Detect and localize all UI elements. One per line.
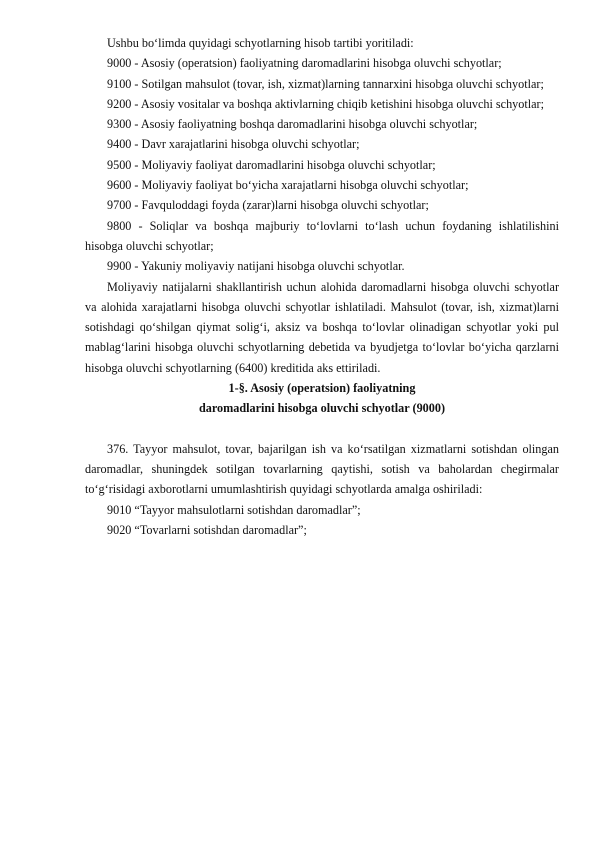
sub-account-9010: 9010 “Tayyor mahsulotlarni sotishdan daromadlar”;: [107, 502, 361, 517]
intro-paragraph: Ushbu bo‘limda quyidagi schyotlarning hisob tartibi yoritiladi:: [107, 36, 414, 50]
blank-line: [85, 419, 559, 439]
sub-account-9020: 9020 “Tovarlarni sotishdan daromadlar”;: [107, 522, 307, 537]
section-heading-line-1: 1-§. Asosiy (operatsion) faoliyatning: [228, 381, 416, 396]
document-page: [85, 33, 559, 540]
clause-376: 376. Tayyor mahsulot, tovar, bajarilgan ish va ko‘rsatilgan xizmatlarni sotishdan olingan daromadlar, shuningdek sotilgan tovarlarning qaytishi, sotish va baholardan chegirmalar to‘g‘risidagi axborotlarni umumlashtirish quyidagi schyotlarda amalga oshiriladi:: [85, 441, 559, 497]
account-item-9400: 9400 - Davr xarajatlarini hisobga oluvchi schyotlar;: [107, 137, 360, 152]
account-item-9200: 9200 - Asosiy vositalar va boshqa aktivlarning chiqib ketishini hisobga oluvchi schyotlar;: [107, 96, 544, 111]
account-item-9800: 9800 - Soliqlar va boshqa majburiy to‘lovlarni to‘lash uchun foydaning ishlatilishini hisobga oluvchi schyotlar;: [85, 218, 559, 253]
account-item-9900: 9900 - Yakuniy moliyaviy natijani hisobga oluvchi schyotlar.: [107, 259, 405, 274]
account-item-9500: 9500 - Moliyaviy faoliyat daromadlarini hisobga oluvchi schyotlar;: [107, 157, 436, 172]
account-item-9700: 9700 - Favquloddagi foyda (zarar)larni hisobga oluvchi schyotlar;: [107, 198, 429, 213]
section-heading-line-2: daromadlarini hisobga oluvchi schyotlar (9000): [198, 401, 446, 416]
summary-paragraph: Moliyaviy natijalarni shakllantirish uchun alohida daromadlarni hisobga oluvchi schyotlar va alohida xarajatlarni hisobga oluvchi schyotlar ishlatiladi. Mahsulot (tovar, ish, xizmat)larni sotishdagi qo‘shilgan qiymat solig‘i, aksiz va boshqa to‘lovlar olinadigan schyotlar yoki pul mablag‘larini hisobga oluvchi schyotlarning debetida va byudjetga to‘lovlar bo‘yicha qarzlarni hisobga oluvchi schyotlarning (6400) kreditida aks ettiriladi.: [85, 279, 559, 375]
account-item-9100: 9100 - Sotilgan mahsulot (tovar, ish, xizmat)larning tannarxini hisobga oluvchi schyotlar;: [107, 76, 544, 91]
account-item-9300: 9300 - Asosiy faoliyatning boshqa daromadlarini hisobga oluvchi schyotlar;: [107, 117, 478, 132]
account-item-9000: 9000 - Asosiy (operatsion) faoliyatning daromadlarini hisobga oluvchi schyotlar;: [107, 56, 502, 71]
account-item-9600: 9600 - Moliyaviy faoliyat bo‘yicha xarajatlarni hisobga oluvchi schyotlar;: [107, 178, 469, 193]
